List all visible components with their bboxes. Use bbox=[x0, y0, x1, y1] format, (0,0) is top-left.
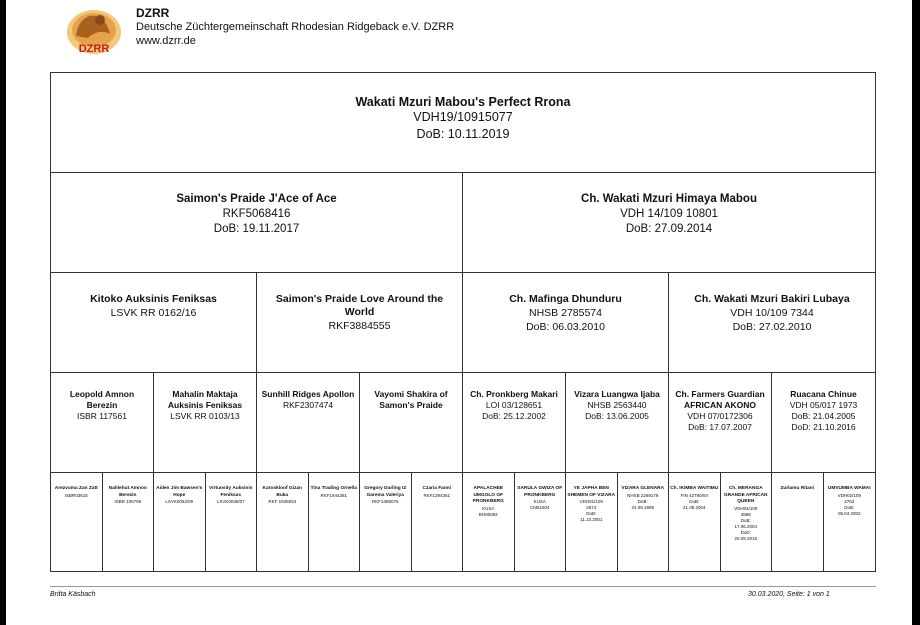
gen4-ancestor-detail: RKF1385076 bbox=[371, 499, 399, 504]
gen4-ancestor-name: APALACHEE UMGOLO OF PRONKBERG bbox=[472, 486, 504, 504]
org-code: DZRR bbox=[136, 6, 170, 20]
gen4-ancestor-detail: VDH02/109 bbox=[837, 492, 861, 498]
great-grandparent-detail: DoD: 21.10.2016 bbox=[791, 422, 856, 432]
gen4-ancestor-detail: ISBR 105799 bbox=[114, 499, 142, 504]
grandparent-detail: NHSB 2785574 bbox=[529, 307, 602, 319]
org-name: Deutsche Züchtergemeinschaft Rhodesian Ridgeback e.V. DZRR bbox=[136, 21, 455, 33]
gen4-ancestor-cell bbox=[257, 473, 309, 571]
gen4-ancestor-detail: 2574 bbox=[586, 505, 597, 510]
gen4-ancestor-detail: LSVK0036/07 bbox=[216, 499, 245, 504]
dog-detail: DoB: 10.11.2019 bbox=[416, 127, 510, 141]
great-grandparent-name: Mahalin Maktaja Auksinis Feniksas bbox=[167, 389, 243, 410]
great-grandparent-detail: DoB: 13.06.2005 bbox=[585, 411, 649, 421]
gen4-ancestor-detail: 05.04.2002 bbox=[837, 510, 861, 516]
pedigree-table bbox=[50, 72, 876, 572]
gen4-ancestor-detail: 20.09.2015 bbox=[734, 535, 758, 541]
great-grandparent-name: Sunhill Ridges Apollon bbox=[261, 389, 355, 399]
gen4-ancestor-detail: DoB: bbox=[740, 517, 751, 523]
gen4-ancestor-detail: BH00082 bbox=[478, 511, 498, 517]
gen4-ancestor-detail: FIN 42790/04 bbox=[680, 492, 708, 498]
gen4-ancestor-cell bbox=[309, 473, 361, 571]
gen4-ancestor-name: Karoskloof Gizan Buka bbox=[262, 486, 302, 498]
gen4-ancestor-cell bbox=[721, 473, 773, 571]
great-grandparent-detail: VDH 07/0172306 bbox=[687, 411, 753, 421]
parent-detail: VDH 14/109 10801 bbox=[620, 208, 718, 220]
org-website-link[interactable]: www.dzrr.de bbox=[136, 35, 196, 47]
gen4-ancestor-detail: RKF 1935934 bbox=[268, 499, 297, 504]
gen4-ancestor-cell bbox=[772, 473, 824, 571]
great-grandparent-detail: ISBR 117561 bbox=[77, 411, 127, 421]
great-grandparent-detail: DoB: 25.12.2002 bbox=[482, 411, 546, 421]
great-grandparent-detail: DoB: 17.07.2007 bbox=[688, 422, 752, 432]
great-grandparent-name: Vayomi Shakira of Samon's Praide bbox=[374, 389, 448, 410]
great-grandparent-cell bbox=[51, 373, 154, 473]
gen4-ancestor-detail: 17.06.2004 bbox=[734, 523, 758, 529]
grandparent-detail: VDH 10/109 7344 bbox=[730, 307, 814, 319]
parent-cell bbox=[463, 173, 875, 273]
logo-text: DZRR bbox=[78, 43, 110, 55]
gen4-ancestor-detail: VDH04/109 bbox=[734, 505, 758, 511]
gen4-ancestor-name: Nahlehut Amnon Berezin bbox=[108, 486, 147, 498]
great-grandparent-cell bbox=[669, 373, 772, 473]
parent-name: Ch. Wakati Mzuri Himaya Mabou bbox=[581, 193, 757, 205]
gen4-ancestor-detail: DoD: bbox=[740, 529, 751, 535]
gen4-ancestor-detail: NHSB 2269179 bbox=[627, 492, 659, 498]
gen4-ancestor-detail: 2762 bbox=[844, 498, 855, 504]
gen4-ancestor-detail: LSVK0052/09 bbox=[165, 499, 194, 504]
footer-author: Britta Käsbach bbox=[50, 591, 96, 598]
grandparent-name: Ch. Wakati Mzuri Bakiri Lubaya bbox=[694, 293, 850, 305]
gen4-ancestor-name: Virtuosity Auksinis Feniksas bbox=[209, 486, 253, 498]
gen4-ancestor-detail: 3868 bbox=[740, 511, 751, 517]
grandparent-detail: RKF3884555 bbox=[328, 320, 391, 332]
grandparent-detail: DoB: 27.02.2010 bbox=[732, 321, 812, 333]
gen4-ancestor-cell bbox=[103, 473, 155, 571]
footer-divider bbox=[50, 586, 876, 587]
footer-date-page: 30.03.2020, Seite: 1 von 1 bbox=[748, 591, 830, 598]
gen4-ancestor-name: YE JAPHA BEN SHEMEN OF VIZARA bbox=[567, 486, 616, 498]
gen4-ancestor-detail: CM51504 bbox=[529, 505, 550, 510]
grandparent-detail: LSVK RR 0162/16 bbox=[110, 307, 197, 319]
gen4-ancestor-detail: ISBR03615 bbox=[64, 492, 88, 498]
gen4-ancestor-detail: DoB: bbox=[637, 498, 648, 504]
gen4-ancestor-name: Aiden Jim Bawsen's Hope bbox=[156, 486, 203, 498]
gen4-ancestor-cell bbox=[412, 473, 464, 571]
gen4-ancestor-detail: KUSA bbox=[482, 505, 495, 511]
gen4-ancestor-name: Tina Trading Ornella bbox=[310, 486, 357, 491]
grandparent-cell bbox=[463, 273, 669, 373]
great-grandparent-name: Ch. Farmers Guardian AFRICAN AKONO bbox=[675, 389, 765, 410]
gen4-ancestor-name: UMVUMBA WAMAI bbox=[827, 486, 871, 491]
great-grandparent-name: Ch. Pronkberg Makari bbox=[470, 389, 558, 399]
grandparent-name: Ch. Mafinga Dhunduru bbox=[509, 293, 622, 305]
dzrr-logo bbox=[58, 6, 130, 56]
great-grandparent-detail: VDH 05/017 1973 bbox=[789, 400, 858, 410]
grandparent-cell bbox=[669, 273, 875, 373]
great-grandparent-cell bbox=[257, 373, 360, 473]
great-grandparent-detail: DoB: 21.04.2005 bbox=[791, 411, 856, 421]
great-grandparent-detail: LSVK RR 0103/13 bbox=[170, 411, 240, 421]
great-grandparent-cell bbox=[360, 373, 463, 473]
gen4-ancestor-cell bbox=[824, 473, 876, 571]
gen4-ancestor-cell bbox=[51, 473, 103, 571]
great-grandparent-cell bbox=[154, 373, 257, 473]
parent-name: Saimon's Praide J'Ace of Ace bbox=[176, 193, 337, 205]
gen4-ancestor-detail: DoB: bbox=[586, 511, 597, 516]
gen4-ancestor-detail: VDH01/109 bbox=[579, 499, 603, 504]
great-grandparent-cell bbox=[463, 373, 566, 473]
gen4-ancestor-name: Zurlamu Ritani bbox=[780, 486, 815, 491]
grandparent-cell bbox=[257, 273, 463, 373]
gen4-ancestor-name: Gregory Darling IZ Garema Valeriya bbox=[364, 486, 407, 498]
grandparent-name: Kitoko Auksinis Feniksas bbox=[90, 293, 217, 305]
gen4-ancestor-name: Ch. MERANGA GRANDE AFRICAN QUEEN bbox=[723, 486, 768, 504]
grandparent-detail: DoB: 06.03.2010 bbox=[526, 321, 605, 333]
gen4-ancestor-cell bbox=[463, 473, 515, 571]
grandparent-name: Saimon's Praide Love Around the World bbox=[275, 293, 444, 318]
gen4-ancestor-detail: 24.09.1999 bbox=[631, 504, 655, 510]
gen4-ancestor-name: SARULA GWIZA OF PRONKBERG bbox=[517, 486, 563, 498]
dog-detail: VDH19/10915077 bbox=[413, 110, 513, 124]
great-grandparent-detail: NHSB 2563440 bbox=[587, 400, 647, 410]
parent-detail: RKF5068416 bbox=[222, 208, 291, 220]
gen4-ancestor-cell bbox=[515, 473, 567, 571]
great-grandparent-name: Leopold Amnon Berezin bbox=[69, 389, 135, 410]
gen4-ancestor-detail: RKF1394361 bbox=[423, 492, 451, 498]
page bbox=[6, 0, 912, 625]
gen4-ancestor-name: Czaria Fanni bbox=[422, 486, 452, 491]
parent-detail: DoB: 27.09.2014 bbox=[625, 223, 713, 235]
great-grandparent-cell bbox=[772, 373, 875, 473]
gen4-ancestor-cell bbox=[618, 473, 670, 571]
gen4-ancestor-detail: 21.08.2004 bbox=[682, 504, 706, 510]
gen4-ancestor-cell bbox=[206, 473, 258, 571]
dog-cell bbox=[51, 73, 875, 173]
gen4-ancestor-detail: RKF1944381 bbox=[320, 492, 348, 498]
gen4-ancestor-cell bbox=[566, 473, 618, 571]
gen4-ancestor-detail: DoB: bbox=[844, 504, 855, 510]
great-grandparent-name: Vizara Luangwa Ijaba bbox=[574, 389, 660, 399]
great-grandparent-detail: RKF2307474 bbox=[282, 400, 334, 410]
gen4-ancestor-detail: DoB: bbox=[689, 498, 700, 504]
gen4-ancestor-name: Ch. IKIMBA WAITIMU bbox=[670, 486, 719, 491]
gen4-ancestor-cell bbox=[669, 473, 721, 571]
grandparent-cell bbox=[51, 273, 257, 373]
great-grandparent-detail: LOI 03/128651 bbox=[485, 400, 543, 410]
gen4-ancestor-cell bbox=[154, 473, 206, 571]
gen4-ancestor-detail: KUSA bbox=[533, 499, 546, 504]
parent-cell bbox=[51, 173, 463, 273]
dog-name: Wakati Mzuri Mabou's Perfect Rrona bbox=[355, 95, 571, 109]
parent-detail: DoB: 19.11.2017 bbox=[213, 223, 300, 235]
gen4-ancestor-name: Arezvuma Zan Zatt bbox=[54, 486, 98, 491]
gen4-ancestor-cell bbox=[360, 473, 412, 571]
great-grandparent-name: Ruacana Chinue bbox=[790, 389, 857, 399]
gen4-ancestor-detail: 11.10.2001 bbox=[580, 517, 603, 522]
great-grandparent-cell bbox=[566, 373, 669, 473]
gen4-ancestor-name: VIZARA GLENARA bbox=[621, 486, 665, 491]
